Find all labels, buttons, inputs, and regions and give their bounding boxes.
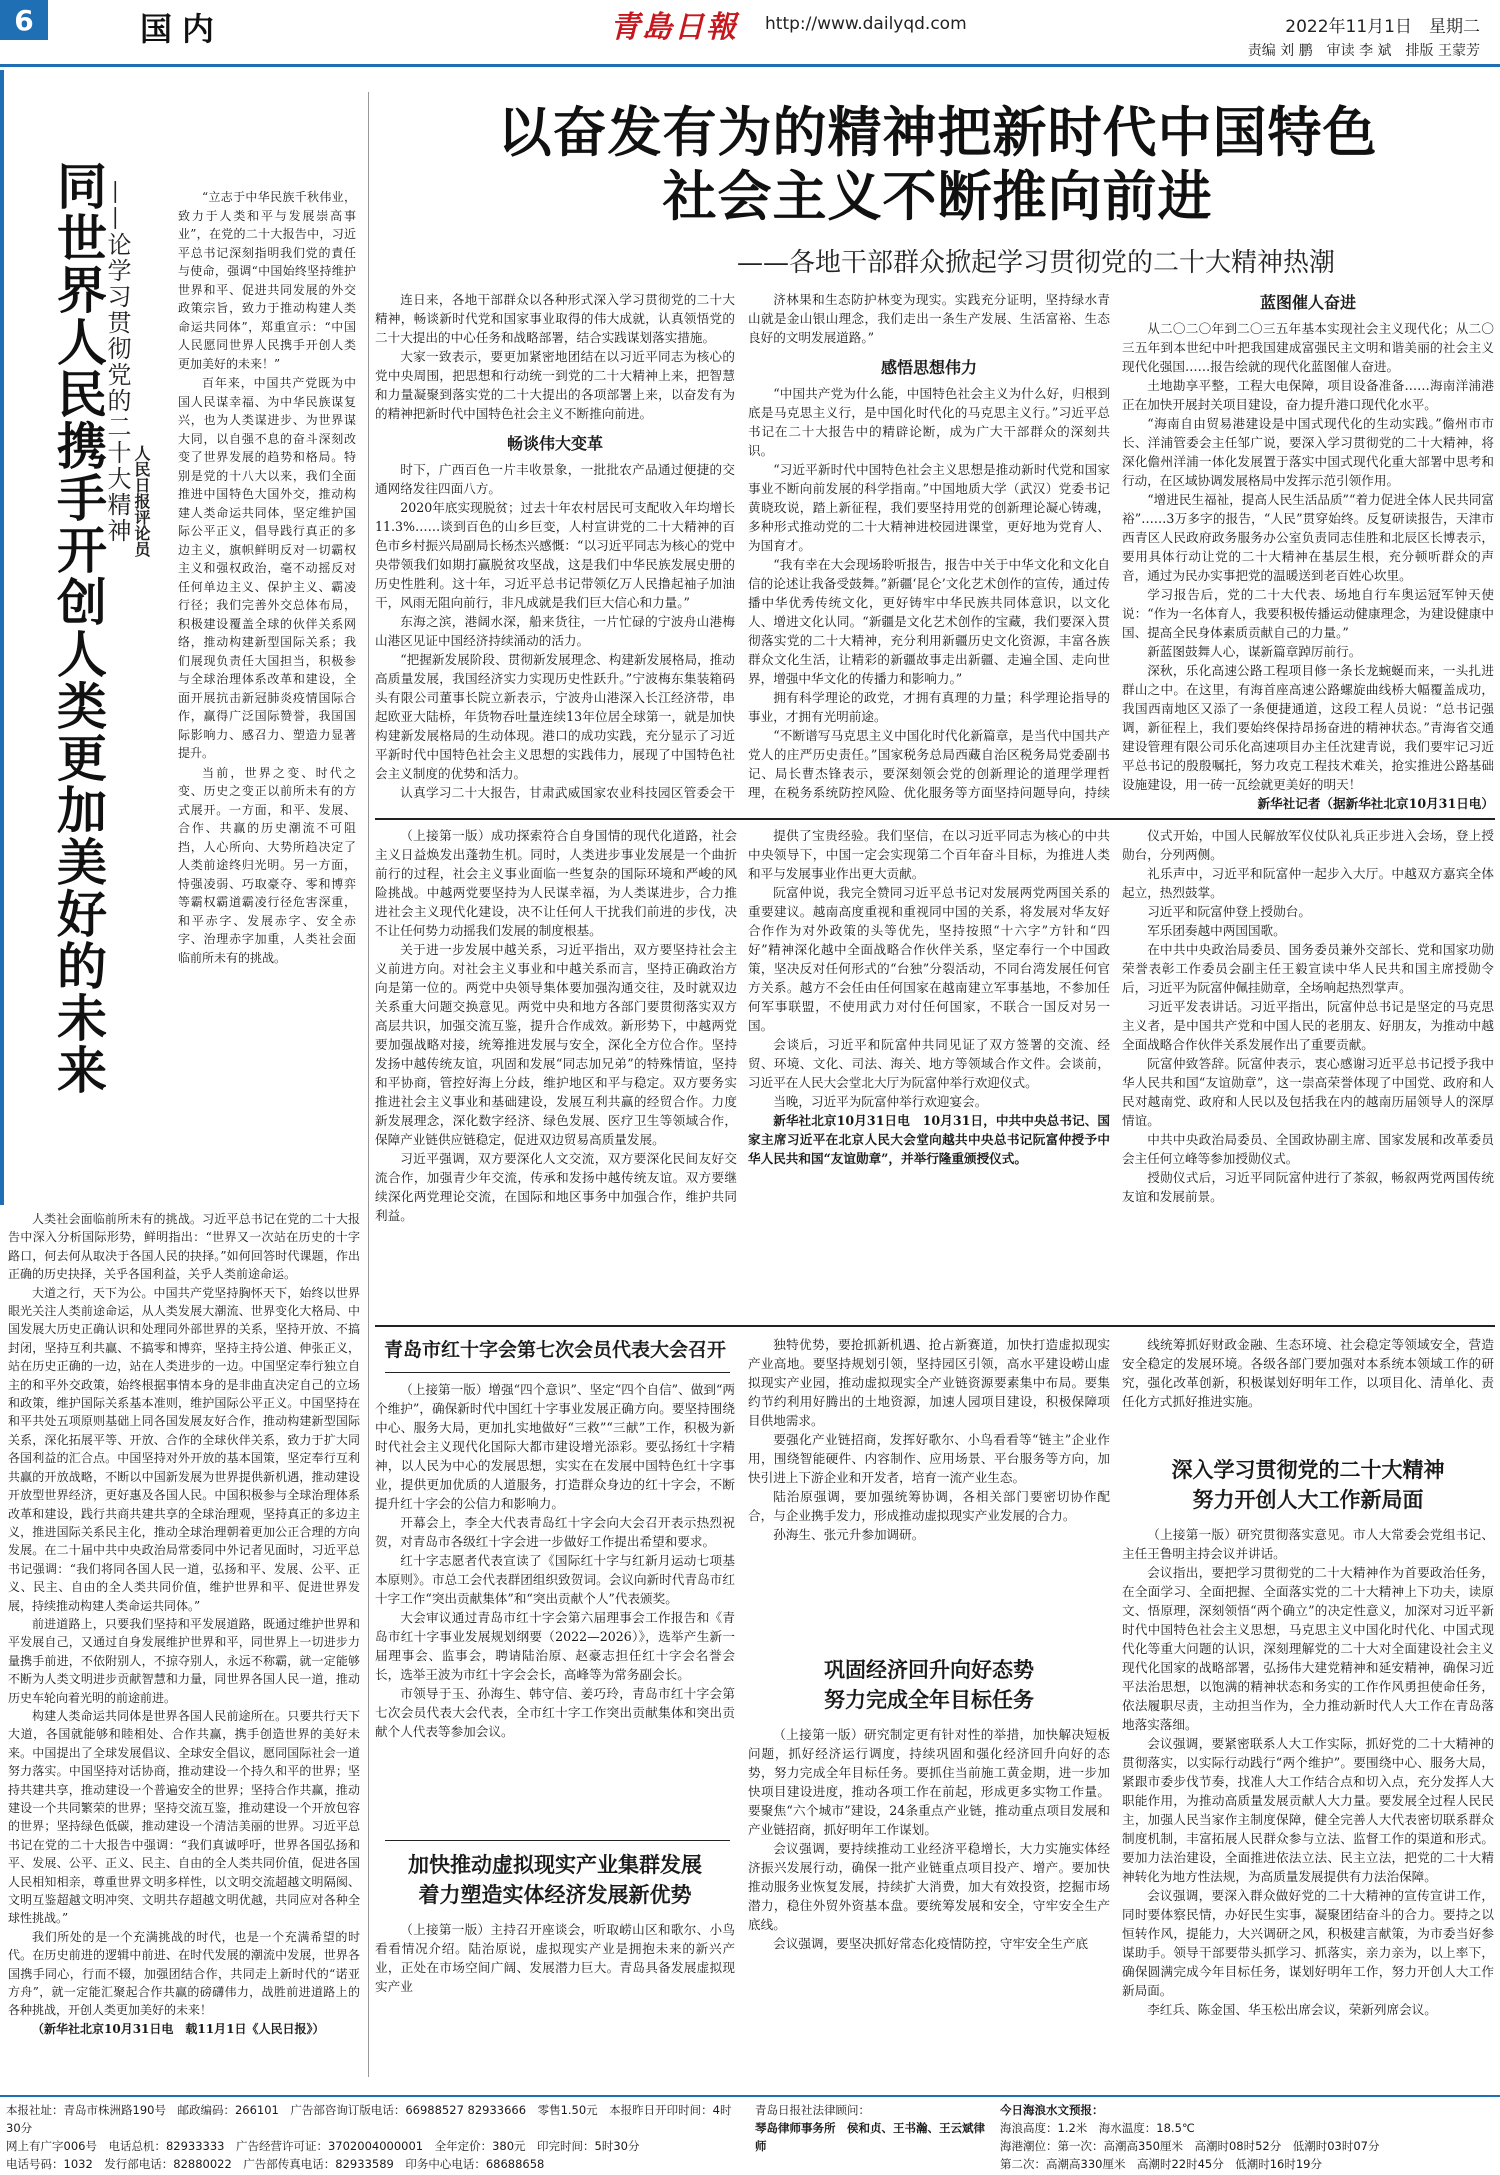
paragraph: “增进民生福祉，提高人民生活品质”“着力促进全体人民共同富裕”……3万多字的报告，“人民”贯穿始终。反复研读报告，天津市西青区人民政府政务服务办公室负责同志佳胜和北辰区长博表示，要用具体行动让党的二十大精神在基层生根，充分顿听群众的声音，通过为民办实事把党的温暖送到老百姓心坎里。	[1122, 492, 1494, 583]
paragraph: 大家一致表示，要更加紧密地团结在以习近平同志为核心的党中央周围，把思想和行动统一到党的二十大精神上来，把智慧和力量凝聚到落实党的二十大提出的各项部署上来，以奋发有为的精神把新时代中国特色社会主义不断推向前进。	[375, 349, 735, 421]
paragraph: 习近平和阮富仲登上授勋台。	[1147, 904, 1311, 919]
subheading: 畅谈伟大变革	[506, 434, 603, 453]
paragraph: 从二〇二〇年到二〇三五年基本实现社会主义现代化；从二〇三五年到本世纪中叶把我国建成富强民主文明和谐美丽的社会主义现代化强国……报告绘就的现代化蓝图催人奋进。	[1122, 321, 1494, 374]
paragraph: 会议强调，要坚决抓好常态化疫情防控，守牢安全生产底	[773, 1936, 1089, 1951]
paragraph: 礼乐声中，习近平和阮富仲一起步入大厅。中越双方嘉宾全体起立，热烈鼓掌。	[1122, 866, 1494, 900]
paragraph: 阮富仲说，我完全赞同习近平总书记对发展两党两国关系的重要建议。越南高度重视和重视同中国的关系，将发展对华友好合作作为对外政策的头等优先，坚持按照“十六字”方针和“四好”精神深化越中全面战略合作伙伴关系，坚定奉行一个中国政策，坚决反对任何形式的“台独”分裂活动，不同台湾发展任何官方关系。越方不会任由任何国家在越南建立军事基地，不参加任何军事联盟，不使用武力对付任何国家，不联合一国反对另一国。	[748, 885, 1110, 1033]
paragraph: “把握新发展阶段、贯彻新发展理念、构建新发展格局，推动高质量发展，我国经济实力实现历史性跃升。”宁波梅东集装箱码头有限公司董事长院立新表示，宁波舟山港深入长江经济带，串起欧亚大陆桥，年货物吞吐量连续13年位居全球第一，就是加快构建新发展格局的生动体现。港口的成功实践，充分显示了习近平新时代中国特色社会主义思想的实践伟力，展现了中国特色社会主义制度的优势和活力。	[375, 652, 735, 781]
paragraph: （上接第一版）主持召开座谈会，听取崂山区和歌尔、小鸟看看情况介绍。陆治原说，虚拟现实产业是拥抱未来的新兴产业，正处在市场空间广阔、发展潜力巨大。青岛具备发展虚拟现实产业	[375, 1922, 735, 1994]
paragraph: 在中共中央政治局委员、国务委员兼外交部长、党和国家功勋荣誉表彰工作委员会副主任王毅宣读中华人民共和国主席授勋令后，习近平为阮富仲佩挂勋章，全场响起热烈掌声。	[1122, 942, 1494, 995]
paragraph: 新华社北京10月31日电 10月31日，中共中央总书记、国家主席习近平在北京人民大会堂向越共中央总书记阮富仲授予中华人民共和国“友谊勋章”，并举行隆重颁授仪式。	[748, 1113, 1110, 1166]
section-divider	[375, 1325, 1495, 1327]
paragraph: 时下，广西百色一片丰收景象，一批批农产品通过便捷的交通网络发往四面八方。	[375, 462, 735, 496]
footer	[0, 2095, 1500, 2175]
economy-title-2: 努力完成全年目标任务	[824, 1688, 1034, 1712]
paragraph: 土地勘享平整，工程大电保障，项目设备准备……海南洋浦港正在加快开展封关项目建设，奋力提升港口现代化水平。	[1122, 378, 1494, 412]
publication-date: 2022年11月1日 星期二	[1285, 17, 1480, 37]
top-rule	[0, 64, 1500, 67]
headline-line-2: 社会主义不断推向前进	[662, 164, 1213, 228]
paragraph: 习近平强调，双方要深化人文交流，双方要深化民间友好交流合作，加强青少年交流，传承和发扬中越传统友谊。双方要继续深化两党理论交流，在国际和地区事务中加强合作，维护共同利益。	[375, 1151, 737, 1223]
vr-continued-col	[748, 1335, 1110, 1640]
paragraph: 学习报告后，党的二十大代表、场地自行车奥运冠军钟天使说：“作为一名体育人，我要积极传播运动健康理念，为建设健康中国、提高全民身体素质贡献自己的力量。”	[1122, 587, 1494, 640]
paragraph: 当前，世界之变、时代之变、历史之变正以前所未有的方式展开。一方面，和平、发展、合作、共赢的历史潮流不可阻挡，人心所向、大势所趋决定了人类前途终归光明。另一方面，恃强凌弱、巧取豪夺、零和博弈等霸权霸道霸凌行径危害深重，和平赤字、发展赤字、安全赤字、治理赤字加重，人类社会面临前所未有的挑战。	[178, 765, 356, 965]
paragraph: 阮富仲致答辞。阮富仲表示，衷心感谢习近平总书记授予我中华人民共和国“友谊勋章”，这一崇高荣誉体现了中国党、政府和人民对越南党、政府和人民以及包括我在内的越南历届领导人的深厚情谊。	[1122, 1056, 1494, 1128]
paragraph: “海南自由贸易港建设是中国式现代化的生动实践。”儋州市市长、洋浦管委会主任邹广说，要深入学习贯彻党的二十大精神，将深化儋州洋浦一体化发展置于落实中国式现代化重大部署中思考和行动，在区域协调发展格局中发挥示范引领作用。	[1122, 416, 1494, 488]
paragraph: “立志于中华民族千秋伟业，致力于人类和平与发展崇高事业”，在党的二十大报告中，习近平总书记深刻指明我们党的責任与使命，强调“中国始终坚持维护世界和平、促进共同发展的外交政策宗旨，致力于推动构建人类命运共同体”，郑重宣示：“中国人民愿同世界人民携手开创人类更加美好的未来！”	[178, 190, 356, 371]
study-title-2: 努力开创人大工作新局面	[1192, 1488, 1424, 1512]
masthead	[0, 0, 1500, 68]
section-title: 国内	[140, 10, 225, 48]
footer-line: 本报社址：青岛市株洲路190号 邮政编码：266101 广告部咨询订版电话：66988527 82933666 零售1.50元 本报昨日开印时间：4时30分	[6, 2103, 732, 2135]
paragraph: 我们所处的是一个充满挑战的时代，也是一个充满希望的时代。在历史前进的逻辑中前进、在时代发展的潮流中发展，世界各国携手同心，行而不辍，加强团结合作，共同走上新时代的“诺亚方舟”，就一定能汇聚起合作共赢的磅礴伟力，战胜前进道路上的各种挑战，开创人类更加美好的未来！	[8, 1929, 360, 2018]
section-divider	[375, 818, 1495, 820]
vr-title-2: 着力塑造实体经济发展新优势	[418, 1883, 692, 1907]
paragraph: 提供了宝贵经验。我们坚信，在以习近平同志为核心的中共中央领导下，中国一定会实现第二个百年奋斗目标，为推进人类和平与发展事业作出更大贡献。	[748, 828, 1110, 881]
paragraph: 要强化产业链招商，发挥好歌尔、小鸟看看等“链主”企业作用，围绕智能硬件、内容制作、应用场景、平台服务等方向，加快引进上下游企业和开发者，培育一流产业生态。	[748, 1432, 1110, 1485]
vr-title-1: 加快推动虚拟现实产业集群发展	[408, 1853, 702, 1877]
paragraph: 会议强调，要深入群众做好党的二十大精神的宣传宣讲工作，同时要体察民情，办好民生实事，凝聚团结奋斗的合力。要持之以恒转作风，提能力，大兴调研之风，积极建言献策，为市委当好参谋助手。领导干部要带头抓学习、抓落实，亲力亲为，以上率下，确保圆满完成今年目标任务，谋划好明年工作，努力开创人大工作新局面。	[1122, 1888, 1494, 1998]
red-cross-col-1	[375, 1380, 735, 1835]
legal-firm: 琴岛律师事务所 侯和贞、王书瀚、王云斌律师	[755, 2121, 985, 2153]
footer-weather	[1000, 2101, 1500, 2173]
paragraph: 会谈后，习近平和阮富仲共同见证了双方签署的交流、经贸、环境、文化、司法、海关、地方等领域合作文件。会谈前，习近平在人民大会堂北大厅为阮富仲举行欢迎仪式。	[748, 1037, 1110, 1090]
lead-story-col-3	[1122, 290, 1494, 810]
commentary-accent-bar	[0, 70, 4, 1205]
paragraph: 仪式开始，中国人民解放军仪仗队礼兵正步进入会场，登上授勋台，分列两侧。	[1122, 828, 1494, 862]
paragraph: 会议强调，要持续推动工业经济平稳增长，大力实施实体经济振兴发展行动，确保一批产业链重点项目投产、增产。要加快推动服务业恢复发展，持续扩大消费，加大有效投资，挖掘市场潜力，稳住外贸外资基本盘。要统筹发展和安全，守牢安全生产底线。	[748, 1841, 1110, 1932]
main-headline-block	[375, 100, 1500, 300]
paragraph: 开幕会上，李全大代表青岛红十字会向大会召开表示热烈祝贺，对青岛市各级红十字会进一步做好工作提出希望和要求。	[375, 1515, 735, 1549]
editor-credits: 责编 刘 鹏 审读 李 斌 排版 王蒙芳	[1247, 43, 1480, 59]
website-url[interactable]: http://www.dailyqd.com	[765, 14, 967, 34]
commentary-text-top	[178, 188, 356, 968]
paragraph: 关于进一步发展中越关系，习近平指出，双方要坚持社会主义前进方向。对社会主义事业和中越关系而言，坚持正确政治方向是第一位的。两党中央领导集体要加强沟通交往，及时就双边关系重大问题交换意见。两党中央和地方各部门要贯彻落实双方高层共识，加强交流互鉴，提升合作成效。新形势下，中越两党要加强战略对接，统筹推进发展与安全，深化全方位合作。坚持发扬中越传统友谊，巩固和发展“同志加兄弟”的特殊情谊，坚持和平协商，管控好海上分歧，维护地区和平与稳定。双方要务实推进社会主义事业和基础建设，发展互利共赢的经贸合作。力度新发展理念，深化数字经济、绿色发展、医疗卫生等领域合作，保障产业链供应链稳定，促进双边贸易高质量发展。	[375, 942, 737, 1147]
paragraph: 百年来，中国共产党既为中国人民谋幸福、为中华民族谋复兴，也为人类谋进步、为世界谋大同，以自强不息的奋斗深刻改变了世界发展的趋势和格局。特别是党的十八大以来，我们全面推进中国特色大国外交，推动构建人类命运共同体，坚定维护国际公平正义，倡导践行真正的多边主义，旗帜鲜明反对一切霸权主义和强权政治，毫不动摇反对任何单边主义、保护主义、霸凌行径；我们完善外交总体布局，积极建设覆盖全球的伙伴关系网络，推动构建新型国际关系；我们展现负责任大国担当，积极参与全球治理体系改革和建设，全面开展抗击新冠肺炎疫情国际合作，赢得广泛国际赞誉，我国国际影响力、感召力、塑造力显著提升。	[178, 376, 356, 760]
continuation-col-3	[1122, 826, 1494, 1316]
tide-line: 海港潮位：第一次：高潮高350厘米 高潮时08时52分 低潮时03时07分	[1000, 2139, 1380, 2153]
lead-story-col-1	[375, 290, 735, 805]
paragraph: 人类社会面临前所未有的挑战。习近平总书记在党的二十大报告中深入分析国际形势，鲜明指出：“世界又一次站在历史的十字路口，何去何从取决于各国人民的抉择。”如何回答时代课题，作出正确的历史抉择，关乎各国利益，关乎人类前途命运。	[8, 1212, 360, 1282]
paragraph: “不断谱写马克思主义中国化时代化新篇章，是当代中国共产党人的庄严历史责任。”国家税务总局西藏自治区税务局党委副书记、局长曹杰锋表示，要深刻领会党的创新理论的道理学理哲理，在税务系统防控风险、优化服务等方面坚持问题导向，持续	[748, 728, 1110, 800]
subheading: 感悟思想伟力	[880, 358, 977, 377]
footer-line: 电话号码：1032 发行部电话：82880022 广告部传真电话：82933589 印务中心电话：68688658	[6, 2157, 545, 2171]
red-cross-title: 青岛市红十字会第七次会员代表大会召开	[383, 1339, 726, 1361]
paragraph: 中共中央政治局委员、全国政协副主席、国家发展和改革委员会主任何立峰等参加授勋仪式。	[1122, 1132, 1494, 1166]
paragraph: 大会审议通过青岛市红十字会第六届理事会工作报告和《青岛市红十字事业发展规划纲要（2022—2026）》，选举产生新一届理事会、监事会，聘请陆治原、赵豪志担任红十字会名誉会长，选举王波为市红十字会会长，高峰等为常务副会长。	[375, 1610, 735, 1682]
headline-subtitle: ——各地干部群众掀起学习贯彻党的二十大精神热潮	[736, 248, 1335, 278]
paragraph: 构建人类命运共同体是世界各国人民前途所在。只要共行天下大道，各国就能够和睦相处、合作共赢，携手创造世界的美好未来。中国提出了全球发展倡议、全球安全倡议，愿同国际社会一道努力落实。中国坚持对话协商，推动建设一个持久和平的世界；坚持共建共享，推动建设一个普遍安全的世界；坚持合作共赢，推动建设一个共同繁荣的世界；坚持交流互鉴，推动建设一个开放包容的世界；坚持绿色低碳，推动建设一个清洁美丽的世界。习近平总书记在党的二十大报告中强调：“我们真诚呼吁，世界各国弘扬和平、发展、公平、正义、民主、自由的全人类共同价值，促进各国人民相知相亲，尊重世界文明多样性，以文明交流超越文明隔阂、文明互鉴超越文明冲突、文明共存超越文明优越，共同应对各种全球性挑战。”	[8, 1708, 360, 1926]
economy-text	[748, 1725, 1110, 2090]
weather-line: 海浪高度：1.2米 海水温度：18.5℃	[1000, 2121, 1195, 2135]
paragraph: “中国共产党为什么能，中国特色社会主义为什么好，归根到底是马克思主义行，是中国化时代化的马克思主义行。”习近平总书记在二十大报告中的精辟论断，成为广大干部群众的深刻共识。	[748, 386, 1110, 458]
paragraph: （上接第一版）增强“四个意识”、坚定“四个自信”、做到“两个维护”，确保新时代中国红十字事业发展正确方向。要坚持围绕中心、服务大局，更加扎实地做好“三救”“三献”工作，积极为新时代社会主义现代化国际大都市建设增光添彩。要弘扬红十字精神，以人民为中心的发展思想，实实在在发展中国特色红十字事业，提供更加优质的人道服务，打造群众身边的红十字会，不断提升红十字会的公信力和影响力。	[375, 1382, 735, 1511]
paragraph: 拥有科学理论的政党，才拥有真理的力量；科学理论指导的事业，才拥有光明前途。	[748, 690, 1110, 724]
paragraph: 东海之滨，港阔水深，船来货往，一片忙碌的宁波舟山港梅山港区见证中国经济持续涌动的活力。	[375, 614, 735, 648]
lead-story-col-2	[748, 290, 1110, 805]
newspaper-logo: 青島日報	[610, 10, 738, 45]
commentary-text-bottom	[8, 1210, 360, 2038]
subheading: 蓝图催人奋进	[1259, 293, 1356, 312]
paragraph: 连日来，各地干部群众以各种形式深入学习贯彻党的二十大精神，畅谈新时代党和国家事业取得的伟大成就，认真领悟党的二十大提出的中心任务和战略部署，结合实践谋划落实措施。	[375, 292, 735, 345]
paragraph: 红十字志愿者代表宣读了《国际红十字与红新月运动七项基本原则》。市总工会代表群团组织致贺词。会议向新时代青岛市红十字工作“突出贡献集体”和“突出贡献个人”代表颁奖。	[375, 1553, 735, 1606]
paragraph: （上接第一版）成功探索符合自身国情的现代化道路，社会主义日益焕发出蓬勃生机。同时，人类进步事业发展是一个曲折前行的过程，社会主义事业面临一些复杂的国际环境和严峻的风险挑战。中越两党要坚持为人民谋幸福，为人类谋进步，合力推进社会主义现代化建设，决不让任何人干扰我们前进的步伐，决不让任何势力动摇我们发展的制度根基。	[375, 828, 737, 938]
story-credit: 新华社记者（据新华社北京10月31日电）	[1257, 796, 1494, 810]
commentary-byline: 人民日报评论员	[132, 445, 151, 557]
vr-text	[375, 1920, 735, 2090]
paragraph: 独特优势，要抢抓新机遇、抢占新赛道，加快打造虚拟现实产业高地。要坚持规划引领，坚持园区引领，高水平建设崂山虚拟现实产业园，推动虚拟现实全产业链资源要素集中布局。要集约节约利用好腾出的土地资源，加速人园项目建设，积极保障项目供地需求。	[748, 1337, 1110, 1428]
paragraph: “习近平新时代中国特色社会主义思想是推动新时代党和国家事业不断向前发展的科学指南。”中国地质大学（武汉）党委书记黄晓玫说，踏上新征程，我们要坚持用党的创新理论凝心铸魂，多种形式推动党的二十大精神进校园进课堂，更好地为党育人、为国育才。	[748, 462, 1110, 553]
footer-legal	[755, 2101, 995, 2155]
paragraph: 济林果和生态防护林变为现实。实践充分证明，坚持绿水青山就是金山银山理念，我们走出一条生产发展、生活富裕、生态良好的文明发展道路。”	[748, 292, 1110, 345]
continuation-col-2	[748, 826, 1110, 1316]
paragraph: 线统筹抓好财政金融、生态环境、社会稳定等领域安全，营造安全稳定的发展环境。各级各部门要加强对本系统本领域工作的研究，强化改革创新，积极谋划好明年工作，以项目化、清单化、责任化方式抓好推进实施。	[1122, 1337, 1494, 1409]
paragraph: 前进道路上，只要我们坚持和平发展道路，既通过维护世界和平发展自己，又通过自身发展维护世界和平，同世界上一切进步力量携手前进，不依附别人，不掠夺别人，永远不称霸，就一定能够不断为人类文明进步贡献智慧和力量，同世界各国人民一道，推动历史车轮向着光明的前途前进。	[8, 1616, 360, 1705]
paragraph: “我有幸在大会现场聆听报告，报告中关于中华文化和文化自信的论述让我备受鼓舞。”新疆‘昆仑’文化艺术创作的宣传，通过传播中华优秀传统文化，更好铸牢中华民族共同体意识，以文化人、增进文化认同。“新疆是文化艺术创作的宝藏，我们要深入贯彻落实党的二十大精神，充分利用新疆历史文化资源，丰富各族群众文化生活，让精彩的新疆故事走出新疆、走遍全国、走向世界，增强中华文化的传播力和影响力。”	[748, 557, 1110, 686]
commentary-subtitle: ——论学习贯彻党的二十大精神	[103, 180, 131, 544]
paragraph: 军乐团奏越中两国国歌。	[1147, 923, 1286, 938]
paragraph: 习近平发表讲话。习近平指出，阮富仲总书记是坚定的马克思主义者，是中国共产党和中国人民的老朋友、好朋友，为推动中越全面战略合作伙伴关系发展作出了重要贡献。	[1122, 999, 1494, 1052]
column-divider	[368, 92, 369, 2077]
footer-publisher-info	[6, 2101, 746, 2173]
page-number: 6	[0, 0, 48, 40]
paragraph: 市领导于玉、孙海生、韩守信、姜巧玲，青岛市红十字会第七次会员代表大会代表，全市红十字工作突出贡献集体和突出贡献个人代表等参加会议。	[375, 1686, 735, 1739]
box-divider	[385, 1840, 730, 1841]
economy-title-1: 巩固经济回升向好态势	[824, 1658, 1034, 1682]
paragraph: 授勋仪式后，习近平同阮富仲进行了茶叙，畅叙两党两国传统友谊和发展前景。	[1122, 1170, 1494, 1204]
commentary-title: 同世界人民携手开创人类更加美好的未来	[49, 160, 108, 1096]
paragraph: 会议指出，要把学习贯彻党的二十大精神作为首要政治任务，在全面学习、全面把握、全面落实党的二十大精神上下功夫，读原文、悟原理，深刻领悟“两个确立”的决定性意义，加深对习近平新时代中国特色社会主义思想，马克思主义中国化时代化、中国式现代化等重大问题的认识，深刻理解党的二十大对全面建设社会主义现代化国家的战略部署，弘扬伟大建党精神和延安精神，确保习近平法治思想，以饱满的精神状态和务实的工作作风勇担使命任务，依法履职尽责，主动担当作为，全力推动新时代人大工作在青岛落地落实落细。	[1122, 1565, 1494, 1732]
paragraph: 大道之行，天下为公。中国共产党坚持胸怀天下，始终以世界眼光关注人类前途命运，从人类发展大潮流、世界变化大格局、中国发展大历史正确认识和处理同外部世界的关系，坚持开放、不搞封闭，坚持互利共赢、不搞零和博弈，坚持主持公道、伸张正义，站在历史正确的一边，站在人类进步的一边。中国坚定奉行独立自主的和平外交政策，始终根据事情本身的是非曲直决定自己的立场和政策，维护国际关系基本准则，维护国际公平正义。中国坚持在和平共处五项原则基础上同各国发展友好合作，推动构建新型国际关系，深化拓展平等、开放、合作的全球伙伴关系，致力于扩大同各国利益的汇合点。中国坚持对外开放的基本国策，坚定奉行互利共赢的开放战略，不断以中国新发展为世界提供新机遇，推动建设开放型世界经济，更好惠及各国人民。中国积极参与全球治理体系改革和建设，践行共商共建共享的全球治理观，坚持真正的多边主义，推进国际关系民主化，推动全球治理朝着更加公正合理的方向发展。在二十届中共中央政治局常委同中外记者见面时，习近平总书记强调：“我们将同各国人民一道，弘扬和平、发展、公平、正义、民主、自由的全人类共同价值，维护世界和平、促进世界发展，持续推动构建人类命运共同体。”	[8, 1285, 360, 1613]
title-underline	[385, 1372, 730, 1373]
paragraph: 深秋，乐化高速公路工程项目修一条长龙蜿蜒而来，一头扎进群山之中。在这里，有海首座高速公路螺旋曲线桥大幅覆盖成功，我国西南地区又添了一条便捷通道，这段工程人员说：“总书记强调，新征程上，我们要始终保持昂扬奋进的精神状态。”青海省交通建设管理有限公司乐化高速项目办主任沈建青说，我们要牢记习近平总书记的殷殷嘱托，努力攻克工程技术难关，抢实推进公路基础设施建设，用一砖一瓦绘就更美好的明天！	[1122, 663, 1494, 792]
legal-title: 青岛日报社法律顾问：	[755, 2103, 870, 2117]
weather-title: 今日海浪水文预报：	[1000, 2103, 1104, 2117]
paragraph: 李红兵、陈金国、华玉松出席会议，荣新列席会议。	[1147, 2002, 1437, 2017]
paragraph: 新蓝图鼓舞人心，谋新篇章踔厉前行。	[1147, 644, 1362, 659]
paragraph: 孙海生、张元升参加调研。	[773, 1527, 925, 1542]
paragraph: 会议强调，要紧密联系人大工作实际，抓好党的二十大精神的贯彻落实，以实际行动践行“两个维护”。要围绕中心、服务大局，紧跟市委步伐节奏，找准人大工作结合点和切入点，充分发挥人大职能作用，为推动高质量发展贡献人大力量。要发展全过程人民民主，加强人民当家作主制度保障，健全完善人大代表密切联系群众制度机制，丰富拓展人民群众参与立法、监督工作的渠道和形式。要加力法治建设，全面推进依法立法、民主立法，把党的二十大精神转化为地方性法规，为高质量发展提供有力法治保障。	[1122, 1736, 1494, 1884]
paragraph: （上接第一版）研究制定更有针对性的举措，加快解决短板问题，抓好经济运行调度，持续巩固和强化经济回升向好的态势，努力完成全年目标任务。要抓住当前施工黄金期，进一步加快项目建设进度，推动各项工作在前起，形成更多实物工作量。要聚焦“六个城市”建设，24条重点产业链，推动重点项目发展和产业链招商，抓好明年工作谋划。	[748, 1727, 1110, 1837]
footer-line: 网上有广字006号 电话总机：82933333 广告经营许可证：3702004000001 全年定价：380元 印完时间：5时30分	[6, 2139, 640, 2153]
study-title-1: 深入学习贯彻党的二十大精神	[1171, 1458, 1445, 1482]
paragraph: 陆治原强调，要加强统筹协调，各相关部门要密切协作配合，与企业携手发力，形成推动虚拟现实产业发展的合力。	[748, 1489, 1110, 1523]
red-cross-col-3	[1122, 1335, 1494, 1435]
headline-line-1: 以奋发有为的精神把新时代中国特色	[497, 100, 1378, 164]
continuation-col-1	[375, 826, 737, 1316]
commentary-column	[0, 70, 365, 2092]
paragraph: 当晚，习近平为阮富仲举行欢迎宴会。	[773, 1094, 988, 1109]
tide-line: 第二次：高潮高330厘米 高潮时22时45分 低潮时16时19分	[1000, 2157, 1322, 2171]
paragraph: 2020年底实现脱贫；过去十年农村居民可支配收入年均增长11.3%……谈到百色的山乡巨变，人村宣讲党的二十大精神的百色市乡村振兴局副局长杨杰兴感慨：“以习近平同志为核心的党中央带领我们如期打赢脱贫攻坚战，这是我们中华民族发展史册的历史性胜利。这十年，习近平总书记带领亿万人民撸起袖子加油干，风雨无阻向前行，非凡成就是我们巨大信心和力量。”	[375, 500, 735, 610]
paragraph: （上接第一版）研究贯彻落实意见。市人大常委会党组书记、主任王鲁明主持会议并讲话。	[1122, 1527, 1494, 1561]
dateline: （新华社北京10月31日电 载11月1日《人民日报》）	[32, 2021, 325, 2036]
study-text	[1122, 1525, 1494, 2090]
paragraph: 认真学习二十大报告，甘肃武威国家农业科技园区管委会干	[400, 785, 735, 800]
